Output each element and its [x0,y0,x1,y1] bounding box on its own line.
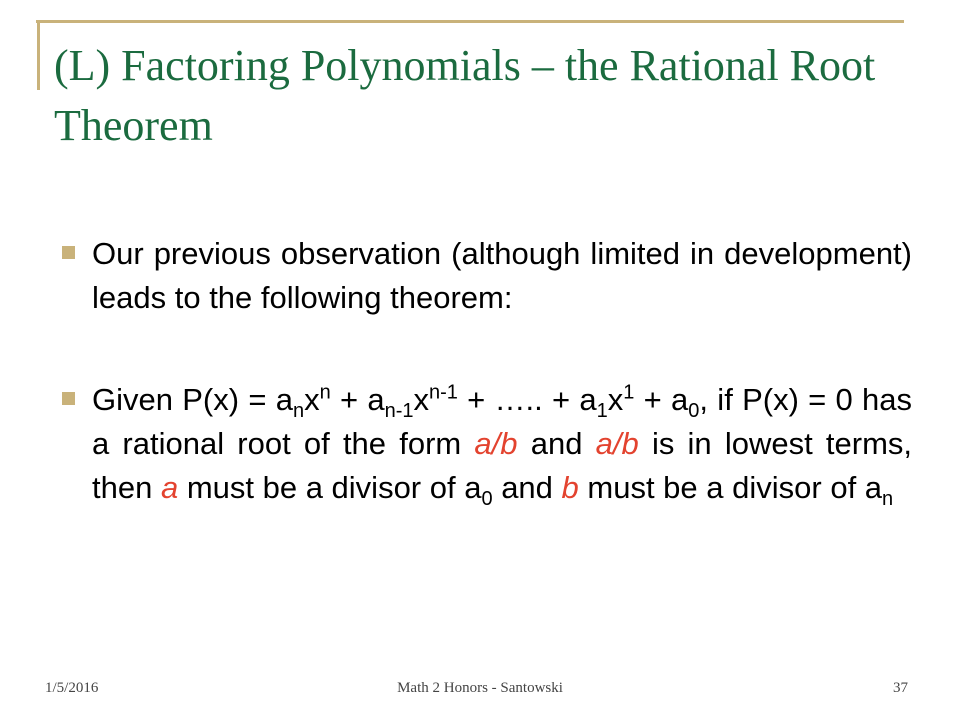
footer-page-number: 37 [893,680,908,696]
theorem-text: Given P(x) = a [92,382,293,417]
bullet-item-observation [62,232,912,320]
theorem-text: and [492,470,562,505]
theorem-text: + a [634,382,689,417]
theorem-text: must be a divisor of a [578,470,883,505]
square-bullet-icon [62,392,75,405]
footer-date: 1/5/2016 [45,680,99,696]
square-bullet-icon [62,246,75,259]
variable-x: x [413,382,429,417]
emphasis-a: a [160,470,179,505]
bullet-text-theorem [92,378,912,510]
variable-x: x [607,382,624,417]
bullet-text-observation: Our previous observation (although limited in development) leads to the following theorem: [92,236,912,315]
subscript: 0 [688,400,700,423]
theorem-text: and [517,426,596,461]
subscript: 0 [481,488,493,511]
theorem-text: must be a divisor of a [178,470,482,505]
superscript: n [319,381,331,404]
top-border-line [36,20,904,23]
superscript: 1 [623,381,635,404]
bullet-item-theorem [62,378,912,510]
subscript: n [292,400,305,423]
emphasis-a-over-b: a/b [474,426,518,461]
emphasis-a-over-b: a/b [595,426,639,461]
subscript: n-1 [384,400,414,423]
emphasis-b: b [561,470,579,505]
theorem-text: , if P(x) = 0 has a rational root of the form [92,382,913,461]
left-border-line [37,20,40,90]
theorem-text: is in lowest terms, then [92,426,912,505]
bullet-list [62,232,912,510]
variable-x: x [304,382,320,417]
theorem-text: + ….. + a [457,382,597,417]
theorem-text: + a [330,382,385,417]
subscript: 1 [596,400,608,423]
footer-course: Math 2 Honors - Santowski [397,680,563,696]
superscript: n-1 [429,381,458,404]
slide-title: (L) Factoring Polynomials – the Rational Root Theorem [54,41,876,150]
subscript: n [882,488,894,511]
